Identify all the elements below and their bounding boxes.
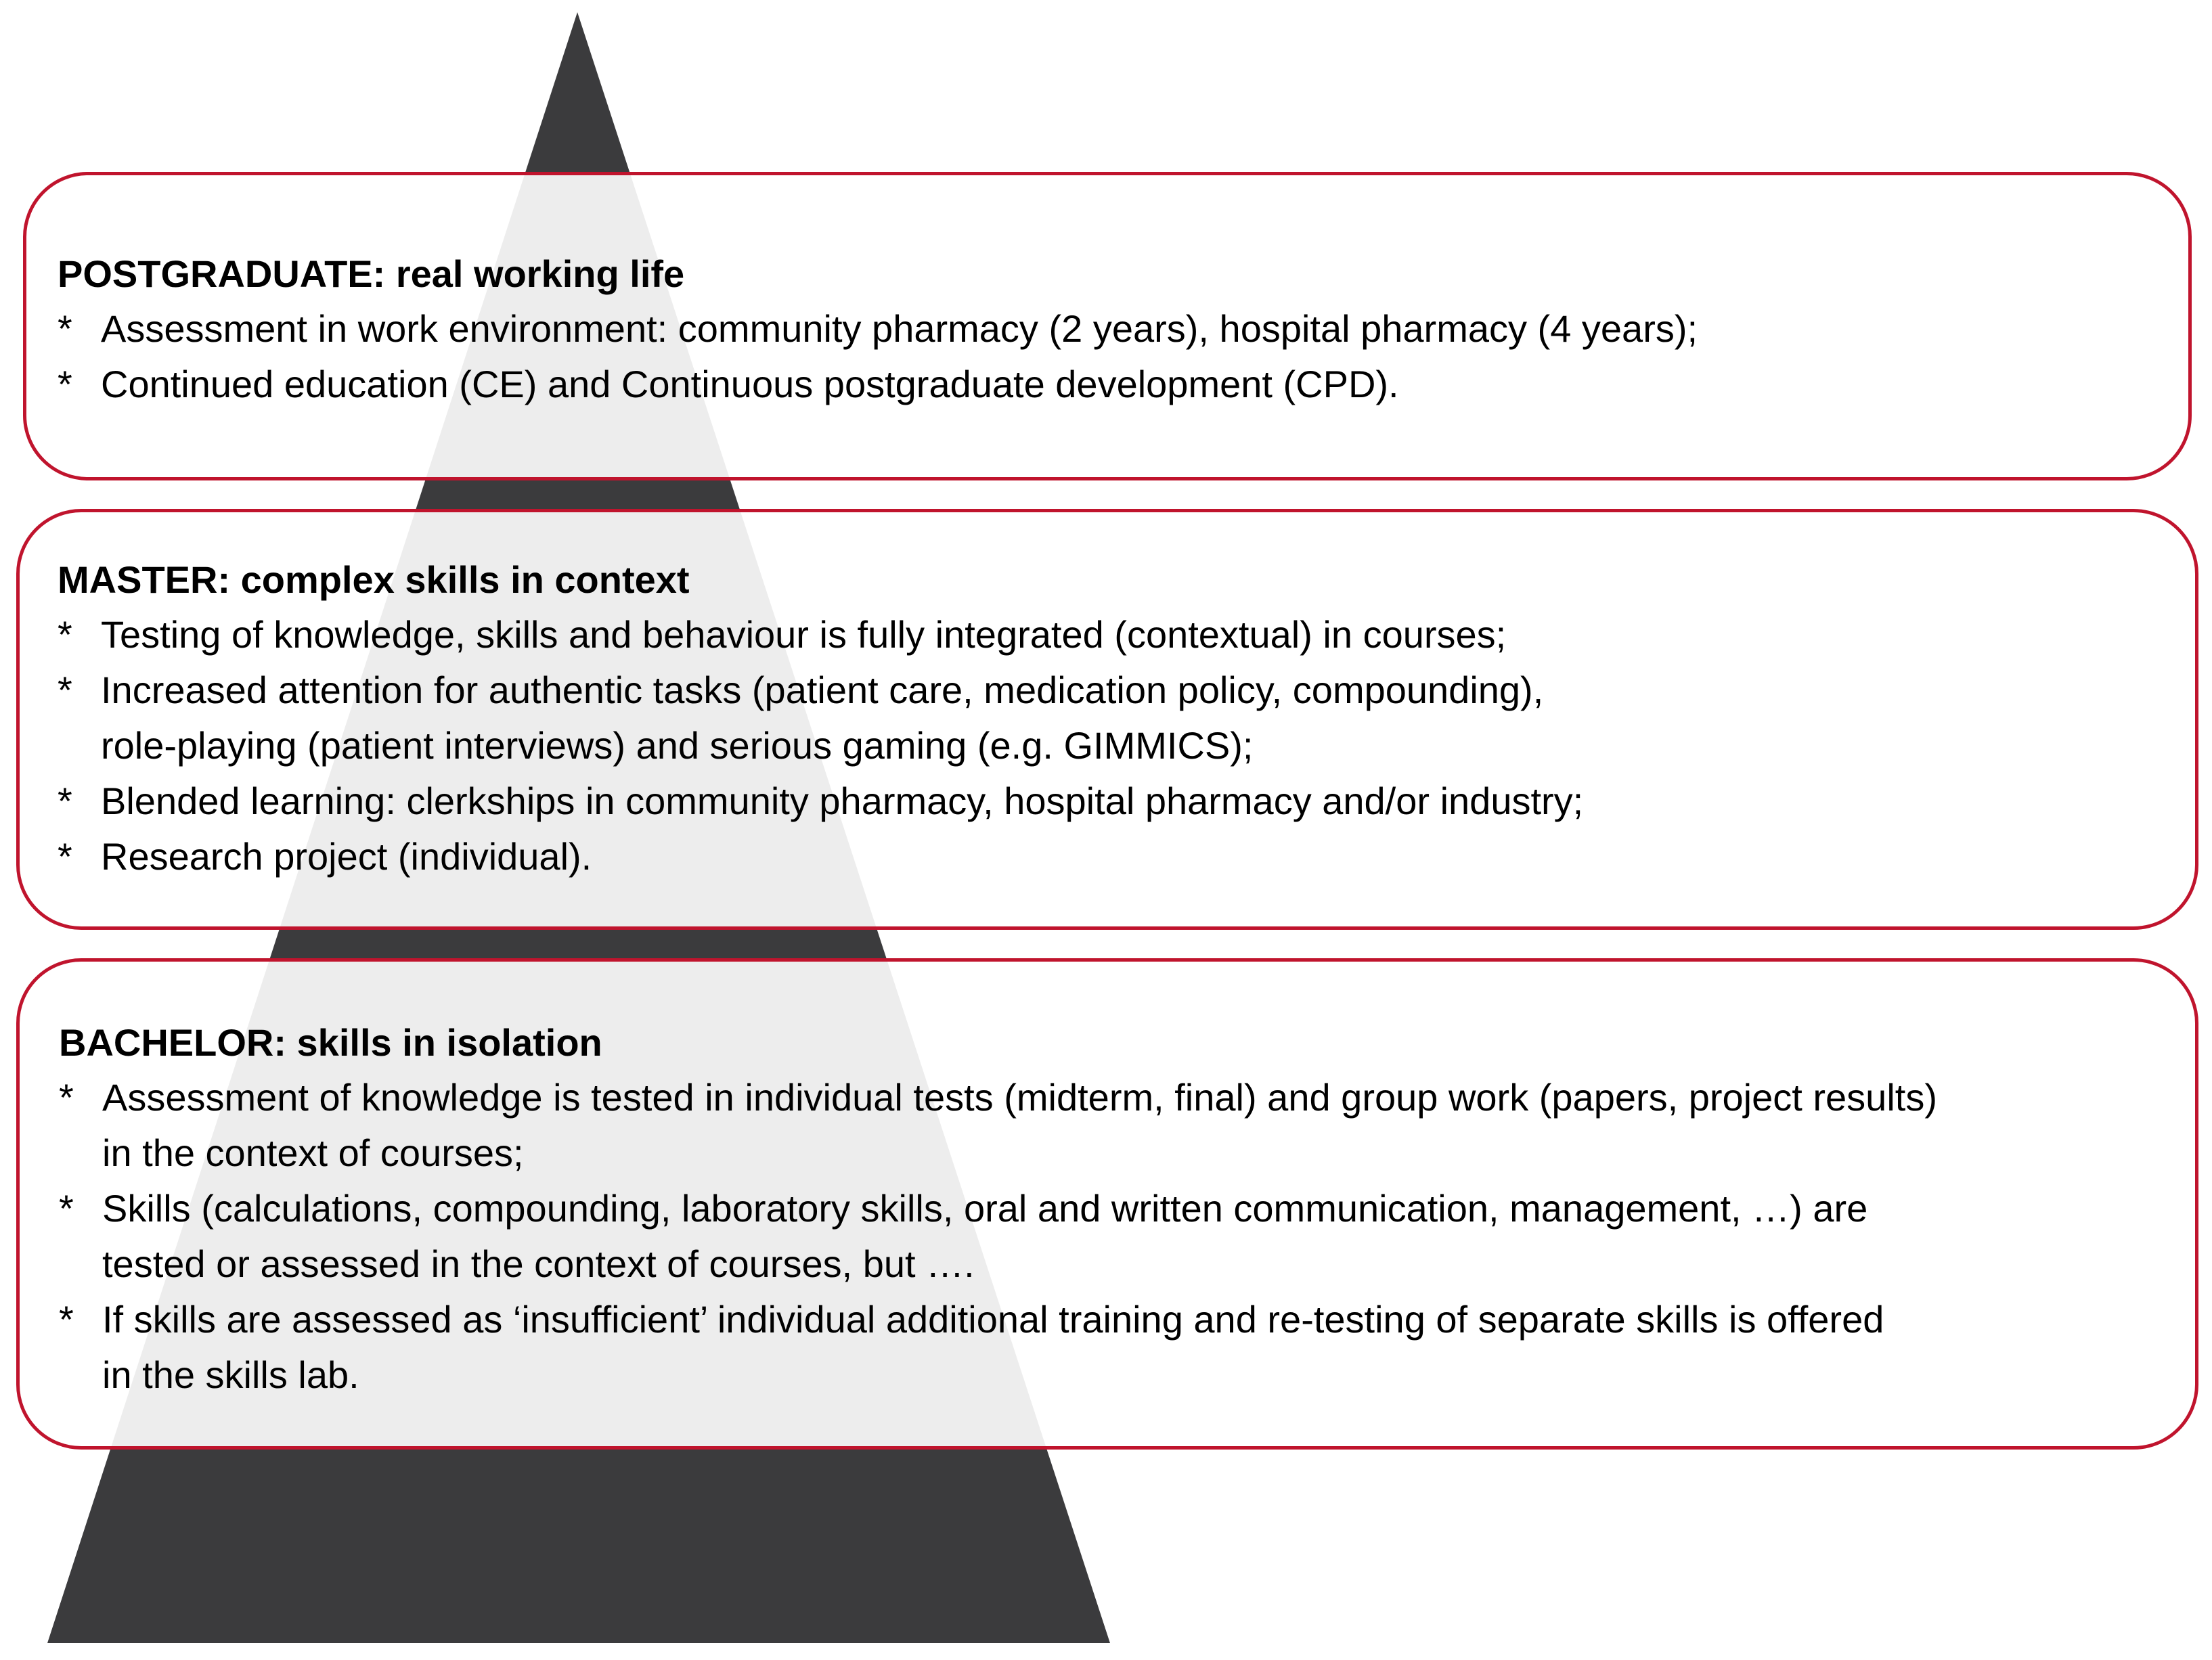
asterisk-bullet: * [58,307,72,350]
tier-item [58,829,1583,884]
tier-postgraduate [23,172,2192,480]
tier-title-postgraduate: POSTGRADUATE: real working life [58,252,685,295]
tier-title-master: MASTER: complex skills in context [58,558,690,601]
asterisk-bullet: * [59,1298,74,1341]
tier-item-text: Research project (individual). [101,835,592,878]
tier-item [58,607,1583,663]
tier-item [58,663,1583,773]
asterisk-bullet: * [58,363,72,405]
tier-item [59,1181,1937,1292]
tier-title-bachelor: BACHELOR: skills in isolation [59,1021,602,1064]
tier-item [59,1070,1937,1181]
tier-item [58,301,1698,357]
tier-item-text: If skills are assessed as ‘insufficient’ individual additional training and re-testing of separate skills is offered in the skills lab. [102,1298,1884,1396]
asterisk-bullet: * [59,1187,74,1230]
tier-item-text: Skills (calculations, compounding, laboratory skills, oral and written communication, management, …) are tested or assessed in the context of courses, but …. [102,1187,1868,1285]
asterisk-bullet: * [58,835,72,878]
tier-item [58,773,1583,829]
tier-item [59,1292,1937,1403]
tier-item-text: Blended learning: clerkships in community pharmacy, hospital pharmacy and/or industry; [101,780,1584,822]
asterisk-bullet: * [58,669,72,711]
tier-item-text: Continued education (CE) and Continuous postgraduate development (CPD). [101,363,1399,405]
tier-item-text: Increased attention for authentic tasks (patient care, medication policy, compounding), role-playing (patient interviews) and serious gaming (e.g. GIMMICS); [101,669,1544,767]
asterisk-bullet: * [58,780,72,822]
tier-bachelor [16,958,2198,1450]
tier-master [16,509,2198,930]
tier-items-postgraduate [58,301,1698,412]
tier-item-text: Assessment of knowledge is tested in individual tests (midterm, final) and group work (papers, project results) in the context of courses; [102,1076,1937,1174]
asterisk-bullet: * [58,613,72,656]
tier-items-bachelor [59,1070,1937,1403]
tier-items-master [58,607,1583,884]
tier-item-text: Assessment in work environment: community pharmacy (2 years), hospital pharmacy (4 years); [101,307,1698,350]
asterisk-bullet: * [59,1076,74,1119]
tier-item-text: Testing of knowledge, skills and behaviour is fully integrated (contextual) in courses; [101,613,1507,656]
tier-item [58,357,1698,412]
